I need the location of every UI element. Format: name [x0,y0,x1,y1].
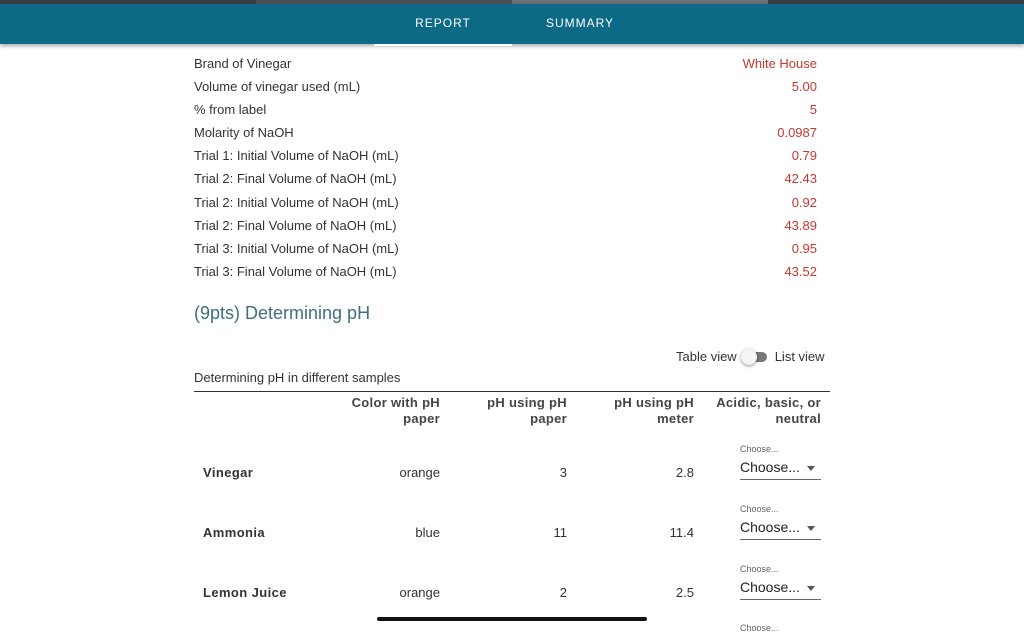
data-row [194,79,817,102]
data-row [194,264,817,287]
tab-summary[interactable]: SUMMARY [545,16,615,30]
data-value: 43.89 [784,217,817,233]
data-row [194,195,817,218]
data-value: 43.52 [784,263,817,279]
section-title: (9pts) Determining pH [194,303,371,323]
sample-name: Lemon Juice [203,585,287,600]
data-label: Trial 2: Final Volume of NaOH (mL) [194,171,397,187]
data-row [194,218,817,241]
data-label: Volume of vinegar used (mL) [194,79,361,95]
data-value: 42.43 [784,171,817,187]
color-cell: orange [399,585,440,600]
ph-paper-cell: 3 [559,465,567,480]
ph-paper-cell: 2 [559,585,567,600]
view-toggle [676,348,825,365]
sample-name: Ammonia [203,525,266,540]
table-top-rule [194,391,830,392]
data-label: Molarity of NaOH [194,125,294,141]
chevron-down-icon [807,586,815,591]
data-row [194,171,817,194]
data-label: Trial 2: Initial Volume of NaOH (mL) [194,194,399,210]
header-color-with-ph-paper: Color with pH paper [351,395,440,426]
data-value: 5.00 [791,79,817,95]
data-value: 5 [809,102,817,118]
color-cell: blue [415,525,440,540]
data-label: % from label [194,102,267,118]
data-label: Trial 1: Initial Volume of NaOH (mL) [194,148,399,164]
select-hint: Choose... [740,623,779,633]
select-hint: Choose... [740,444,779,454]
data-value: White House [742,56,817,71]
classification-select[interactable] [740,519,821,540]
list-view-label: List view [774,349,825,365]
data-label: Trial 3: Final Volume of NaOH (mL) [194,263,397,279]
tab-report[interactable]: REPORT [374,4,512,44]
ph-meter-cell: 11.4 [669,525,694,540]
data-value: 0.92 [791,194,817,210]
select-hint: Choose... [740,564,779,574]
data-row [194,148,817,171]
ph-meter-cell: 2.8 [675,465,694,480]
select-value: Choose... [740,459,800,475]
ph-paper-cell: 11 [553,525,567,540]
chevron-down-icon [807,526,815,531]
home-indicator[interactable] [377,617,647,621]
select-value: Choose... [740,579,800,595]
select-value: Choose... [740,519,800,535]
data-row [194,241,817,264]
ph-meter-cell: 2.5 [675,585,694,600]
color-cell: orange [399,465,440,480]
data-row [194,125,817,148]
view-toggle-switch[interactable] [741,349,771,365]
sample-name: Vinegar [203,465,254,480]
app-bar [0,4,1024,44]
classification-select[interactable] [740,579,821,600]
data-label: Brand of Vinegar [194,56,292,71]
header-ph-meter: pH using pH meter [614,395,694,426]
data-row [194,56,817,79]
table-caption: Determining pH in different samples [194,370,401,385]
data-value: 0.0987 [777,125,817,141]
data-label: Trial 2: Final Volume of NaOH (mL) [194,217,397,233]
header-ph-paper: pH using pH paper [487,395,567,426]
data-value: 0.79 [791,148,817,164]
chevron-down-icon [807,466,815,471]
select-hint: Choose... [740,504,779,514]
header-acidic-basic-neutral: Acidic, basic, or neutral [716,395,821,426]
table-view-label: Table view [676,349,737,365]
data-label: Trial 3: Initial Volume of NaOH (mL) [194,240,399,256]
toggle-knob [741,349,757,365]
data-value: 0.95 [791,240,817,256]
lab-data-list [194,56,817,287]
classification-select[interactable] [740,459,821,480]
data-row [194,102,817,125]
